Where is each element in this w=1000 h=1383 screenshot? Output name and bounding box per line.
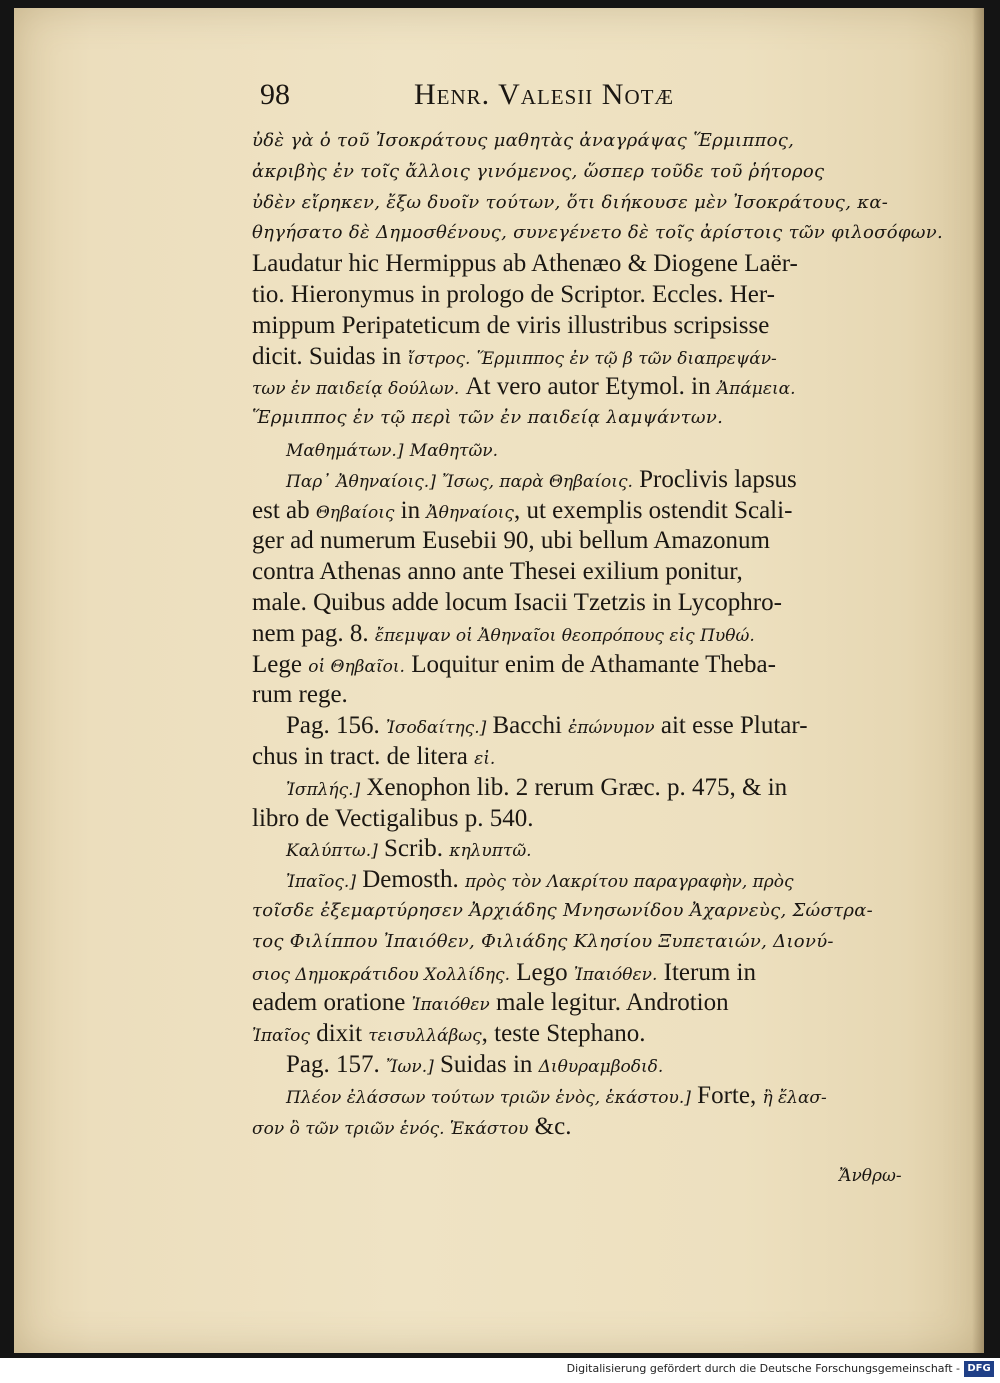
greek-segment: Θηβαίοις (315, 502, 395, 523)
text-line (252, 465, 942, 496)
text-segment: Lege (252, 650, 309, 678)
greek-segment: σιος Δημοκράτιδου Χολλίδης. (252, 964, 510, 985)
text-line (252, 1050, 942, 1081)
greek-segment: Ἀθηναίοις (426, 502, 514, 523)
running-title: Henr. Valesii Notæ (414, 78, 675, 111)
text-line (252, 958, 942, 989)
text-line (252, 557, 942, 588)
text-segment: ὐδὲ γὰ ὁ τοῦ Ἰσοκράτους μαθητὰς ἀναγράψας Ἕρμιππος, (252, 130, 795, 151)
text-line (252, 742, 942, 773)
text-segment: mippum Peripateticum de viris illustribus scripsisse (252, 311, 770, 339)
text-line (252, 865, 942, 896)
text-line (252, 403, 942, 434)
text-line (252, 434, 942, 465)
text-segment: chus in tract. de litera (252, 742, 475, 770)
text-segment: Pag. 156. (286, 712, 386, 740)
funding-credit: Digitalisierung gefördert durch die Deutsche Forschungsgemeinschaft - (566, 1362, 960, 1375)
greek-segment: εἰ. (474, 748, 496, 769)
text-line (252, 526, 942, 557)
text-segment: contra Athenas anno ante Thesei exilium ponitur, (252, 558, 743, 586)
greek-segment: ἐπώνυμον (568, 718, 655, 739)
text-line (252, 927, 942, 958)
text-segment: dicit. Suidas in (252, 342, 408, 370)
text-line (252, 1081, 942, 1112)
text-line (252, 988, 942, 1019)
text-segment: tio. Hieronymus in prologo de Scriptor. Eccles. Her- (252, 280, 775, 308)
text-segment: , ut exemplis ostendit Scali- (513, 496, 793, 524)
text-segment: Demosth. (355, 866, 465, 894)
text-line (252, 311, 942, 342)
greek-segment: Ἕρμιππος ἐν τῷ β τῶν διαπρεψάν- (476, 348, 777, 369)
greek-segment: κηλυπτῶ. (449, 841, 532, 862)
text-segment: ait esse Plutar- (654, 712, 808, 740)
text-line (252, 188, 942, 219)
text-segment: Lego (509, 958, 574, 986)
greek-segment: Ἰσοδαίτης.] (386, 718, 487, 739)
greek-segment: Ἰπαῖος.] (286, 872, 356, 893)
text-line (252, 619, 942, 650)
greek-segment: Ἰπαιόθεν (411, 995, 490, 1016)
text-line (252, 773, 942, 804)
text-segment: male legitur. Androtion (489, 989, 729, 1017)
text-segment: Laudatur hic Hermippus ab Athenæo & Diogene Laër- (252, 250, 798, 278)
text-segment: in (394, 496, 427, 524)
text-line (252, 896, 942, 927)
text-segment: At vero autor Etymol. in (459, 373, 717, 401)
text-line (252, 804, 942, 835)
text-segment: &c. (528, 1112, 572, 1140)
text-segment: nem pag. 8. (252, 619, 375, 647)
dfg-logo: DFG (964, 1361, 994, 1377)
text-segment: Ἕρμιππος ἐν τῷ περὶ τῶν ἐν παιδείᾳ λαμψάντων. (252, 407, 724, 429)
text-segment: ὐδὲν εἴρηκεν, ἔξω δυοῖν τούτων, ὅτι διήκουσε μὲν Ἰσοκράτους, κα- (252, 191, 889, 213)
text-segment: Xenophon lib. 2 rerum Græc. p. 475, & in (360, 773, 788, 801)
greek-segment: ἴστρος. (407, 348, 471, 369)
text-segment: θηγήσατο δὲ Δημοσθένους, συνεγένετο δὲ τοῖς ἀρίστοις τῶν φιλοσόφων. (252, 222, 944, 244)
greek-segment: Ἰπαιόθεν. (573, 964, 658, 985)
text-segment: dixit (309, 1020, 369, 1048)
text-line (252, 834, 942, 865)
page-edge-shadow (972, 8, 984, 1353)
catchword: Ἄνθρω- (839, 1166, 902, 1186)
text-segment: , teste Stephano. (481, 1020, 646, 1048)
greek-segment: Παρ᾽ Ἀθηναίοις.] (286, 471, 436, 492)
text-line (252, 342, 942, 373)
text-segment: Pag. 157. (286, 1050, 386, 1078)
greek-segment: οἱ Θηβαῖοι. (308, 656, 405, 677)
text-segment: τος Φιλίππου Ἰπαιόθεν, Φιλιάδης Κλησίου Ξυπεταιών, Διονύ- (252, 930, 834, 952)
text-segment: rum rege. (252, 681, 348, 709)
text-segment: ger ad numerum Eusebii 90, ubi bellum Amazonum (252, 527, 770, 555)
text-lines (252, 126, 942, 1142)
text-line (252, 280, 942, 311)
greek-segment: Ἀπάμεια. (716, 379, 796, 400)
greek-segment: Ἴων.] (386, 1056, 434, 1077)
greek-segment: ἢ ἔλασ- (762, 1087, 827, 1108)
greek-segment: Μαθητῶν. (409, 440, 499, 461)
footer-bar (0, 1358, 1000, 1383)
text-segment: Suidas in (433, 1050, 539, 1078)
text-line (252, 650, 942, 681)
page-header (252, 78, 942, 126)
text-line (252, 126, 942, 157)
text-line (252, 1112, 942, 1143)
text-line (252, 1019, 942, 1050)
text-segment: eadem oratione (252, 989, 412, 1017)
greek-segment: τεισυλλάβως (368, 1026, 482, 1047)
text-segment: Loquitur enim de Athamante Theba- (404, 650, 776, 678)
book-page (14, 8, 984, 1353)
text-segment: Proclivis lapsus (632, 465, 797, 493)
text-segment: ἀκριβὴς ἐν τοῖς ἄλλοις γινόμενος, ὥσπερ τοῦδε τοῦ ῥήτορος (252, 160, 825, 182)
greek-segment: Πλέον ἐλάσσων τούτων τριῶν ἑνὸς, ἑκάστου.] (286, 1087, 691, 1108)
text-segment: Scrib. (377, 835, 450, 863)
text-segment: libro de Vectigalibus p. 540. (252, 804, 534, 832)
text-segment: est ab (252, 496, 316, 524)
text-line (252, 680, 942, 711)
text-line (252, 249, 942, 280)
text-line (252, 218, 942, 249)
greek-segment: Ἰσπλής.] (286, 779, 361, 800)
text-segment: male. Quibus adde locum Isacii Tzetzis in Lycophro- (252, 588, 782, 616)
greek-segment: πρὸς τὸν Λακρίτου παραγραφὴν, πρὸς (465, 872, 794, 893)
greek-segment: Ἰπαῖος (252, 1026, 310, 1047)
greek-segment: Ἴσως, παρὰ Θηβαίοις. (442, 471, 633, 492)
text-segment: Iterum in (657, 958, 756, 986)
text-line (252, 711, 942, 742)
text-segment: Forte, (690, 1081, 763, 1109)
text-line (252, 588, 942, 619)
text-line (252, 157, 942, 188)
greek-segment: των ἐν παιδείᾳ δούλων. (252, 379, 460, 400)
greek-segment: Διθυραμβοδιδ. (538, 1056, 664, 1077)
greek-segment: Μαθημάτων.] (286, 440, 404, 461)
page-number: 98 (260, 78, 290, 111)
text-block (252, 78, 942, 1142)
greek-segment: σον ὂ τῶν τριῶν ἑνός. Ἑκάστου (252, 1118, 529, 1139)
text-segment: τοῖσδε ἐξεμαρτύρησεν Ἀρχιάδης Μνησωνίδου Ἀχαρνεὺς, Σώστρα- (252, 899, 874, 921)
greek-segment: ἔπεμψαν οἱ Ἀθηναῖοι θεοπρόπους εἰς Πυθώ. (374, 625, 755, 646)
text-line (252, 372, 942, 403)
text-segment: Bacchi (486, 712, 569, 740)
greek-segment: Καλύπτω.] (286, 841, 378, 862)
text-line (252, 496, 942, 527)
